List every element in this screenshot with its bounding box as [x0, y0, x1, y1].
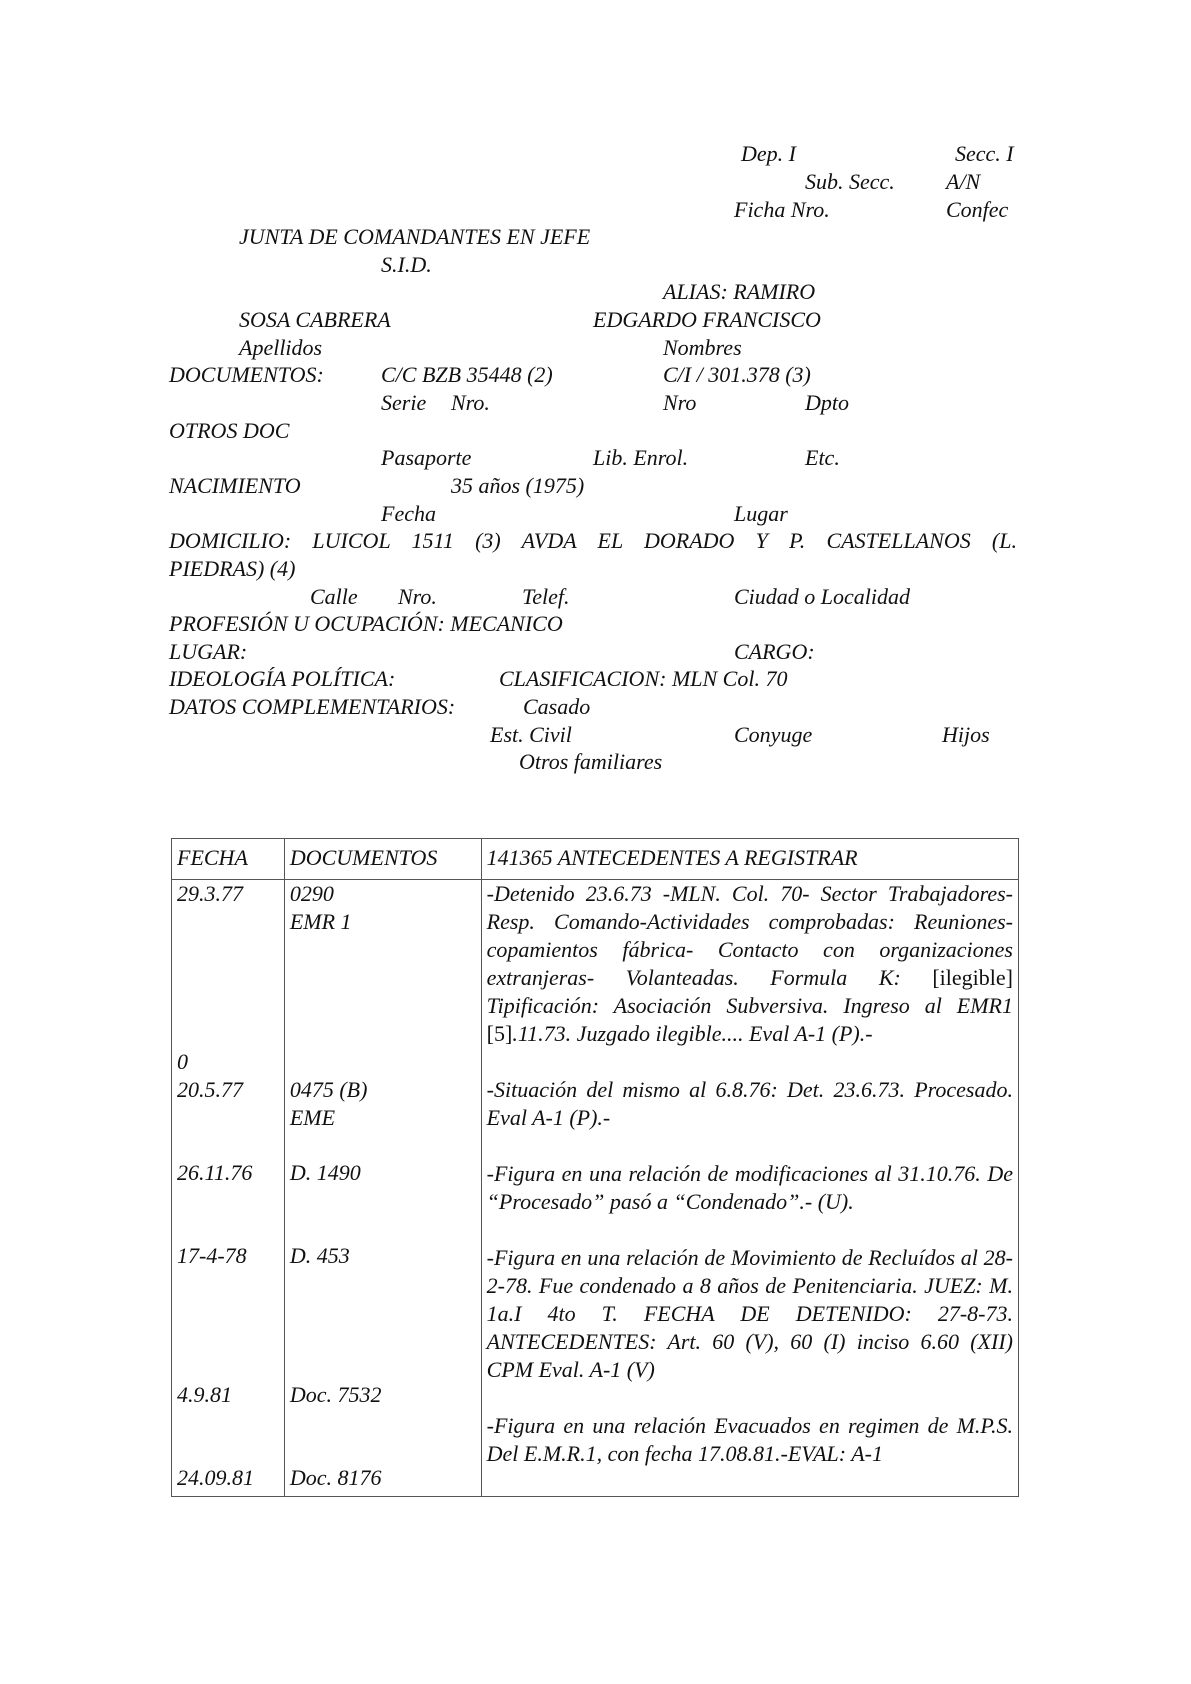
header-antecedentes: 141365 ANTECEDENTES A REGISTRAR: [481, 839, 1018, 880]
table-header-row: [172, 839, 1019, 880]
lib-enrol-label: Lib. Enrol.: [593, 445, 689, 470]
fecha-entry: 17-4-78: [177, 1243, 247, 1268]
antecedentes-table: [171, 838, 1019, 1497]
fecha-entry: 20.5.77: [177, 1077, 243, 1102]
junta-title: JUNTA DE COMANDANTES EN JEFE: [239, 224, 591, 249]
conyuge-label: Conyuge: [734, 722, 813, 747]
antecedente-text: Tipificación: Asociación Subversiva. Ingreso al EMR1: [486, 993, 1013, 1018]
sid-label: S.I.D.: [381, 252, 432, 277]
an-label: A/N: [946, 169, 981, 194]
pasaporte-label: Pasaporte: [381, 445, 472, 470]
serie-label: Serie: [381, 390, 427, 415]
casado-value: Casado: [523, 694, 591, 719]
fecha-entry: 4.9.81: [177, 1382, 232, 1407]
header-fecha: FECHA: [172, 839, 285, 880]
doc-entry: Doc. 7532: [289, 1382, 382, 1407]
doc-entry: 0475 (B): [289, 1077, 368, 1102]
lugar-nac-label: Lugar: [734, 501, 788, 526]
ficha-label: Ficha Nro.: [734, 197, 830, 222]
otros-doc-label: OTROS DOC: [169, 418, 290, 443]
antecedente-text: -Detenido 23.6.73 -MLN. Col. 70- Sector Trabajadores-Resp. Comando-Actividades comprobadas: Reuniones-copamientos fábrica- Contacto con organizaciones extranjeras- Volanteadas. Formula K:: [486, 881, 1013, 990]
fecha-entry: 26.11.76: [177, 1160, 253, 1185]
fecha-entry: 29.3.77: [177, 881, 243, 906]
antecedente-paragraph: -Situación del mismo al 6.8.76: Det. 23.6.73. Procesado. Eval A-1 (P).-: [486, 1077, 1013, 1130]
calle-label: Calle: [310, 584, 358, 609]
fecha-label: Fecha: [381, 501, 436, 526]
nro2-label: Nro: [663, 390, 697, 415]
cargo-label: CARGO:: [734, 639, 815, 664]
etc-label: Etc.: [805, 445, 840, 470]
nombres-value: EDGARDO FRANCISCO: [593, 307, 821, 332]
antecedente-text: .11.73. Juzgado ilegible.... Eval A-1 (P).-: [512, 1021, 873, 1046]
antecedente-paragraph: [487, 880, 1013, 1048]
profesion-field: PROFESIÓN U OCUPACIÓN: MECANICO: [169, 611, 563, 636]
confec-label: Confec: [946, 197, 1009, 222]
lugar-label: LUGAR:: [169, 639, 248, 664]
clasificacion-field: CLASIFICACION: MLN Col. 70: [499, 666, 788, 691]
antecedente-paragraph: -Figura en una relación de modificaciones al 31.10.76. De “Procesado” pasó a “Condenado”.- (U).: [486, 1161, 1013, 1214]
illegible-note: [ilegible]: [932, 965, 1013, 990]
antecedente-paragraph: -Figura en una relación Evacuados en regimen de M.P.S. Del E.M.R.1, con fecha 17.08.81.-EVAL: A-1: [486, 1413, 1013, 1466]
nro-label: Nro.: [451, 390, 490, 415]
est-civil-label: Est. Civil: [490, 722, 572, 747]
illegible-note: [5]: [486, 1021, 513, 1046]
documentos-cell: [284, 880, 481, 1497]
cc-value: C/C BZB 35448 (2): [381, 362, 553, 387]
otros-familiares-label: Otros familiares: [519, 749, 663, 774]
doc-entry: D. 453: [289, 1243, 350, 1268]
ideologia-label: IDEOLOGÍA POLÍTICA:: [169, 666, 396, 691]
ciudad-label: Ciudad o Localidad: [734, 584, 911, 609]
nacimiento-value: 35 años (1975): [451, 473, 585, 498]
domicilio-line1: DOMICILIO: LUICOL 1511 (3) AVDA EL DORADO Y P. CASTELLANOS (L.: [169, 528, 1017, 553]
nombres-label: Nombres: [663, 335, 742, 360]
telef-label: Telef.: [522, 584, 570, 609]
secc-label: Secc. I: [955, 141, 1014, 166]
doc-entry: EME: [289, 1105, 336, 1130]
doc-entry: Doc. 8176: [289, 1465, 382, 1490]
subsecc-label: Sub. Secc.: [805, 169, 895, 194]
apellidos-value: SOSA CABRERA: [239, 307, 391, 332]
dep-label: Dep. I: [741, 141, 796, 166]
fechas-cell: [172, 880, 285, 1497]
dpto-label: Dpto: [805, 390, 849, 415]
ci-value: C/I / 301.378 (3): [663, 362, 811, 387]
doc-entry: EMR 1: [289, 909, 352, 934]
apellidos-label: Apellidos: [239, 335, 323, 360]
alias-field: ALIAS: RAMIRO: [663, 279, 816, 304]
nro-dom-label: Nro.: [398, 584, 437, 609]
antecedentes-cell: [481, 880, 1018, 1497]
fecha-entry: 24.09.81: [177, 1465, 254, 1490]
doc-entry: D. 1490: [289, 1160, 361, 1185]
doc-entry: 0290: [289, 881, 334, 906]
complementarios-label: DATOS COMPLEMENTARIOS:: [169, 694, 456, 719]
hijos-label: Hijos: [942, 722, 990, 747]
fecha-entry: 0: [177, 1049, 188, 1074]
header-documentos: DOCUMENTOS: [284, 839, 481, 880]
antecedente-paragraph: -Figura en una relación de Movimiento de Recluídos al 28-2-78. Fue condenado a 8 años de Penitenciaria. JUEZ: M. 1a.I 4to T. FECHA DE DETENIDO: 27-8-73. ANTECEDENTES: Art. 60 (V), 60 (I) inciso 6.60 (XII) CPM Eval. A-1 (V): [486, 1245, 1013, 1382]
table-row: [172, 880, 1019, 1497]
documentos-label: DOCUMENTOS:: [169, 362, 324, 387]
nacimiento-label: NACIMIENTO: [169, 473, 301, 498]
domicilio-line2: PIEDRAS) (4): [169, 556, 296, 581]
